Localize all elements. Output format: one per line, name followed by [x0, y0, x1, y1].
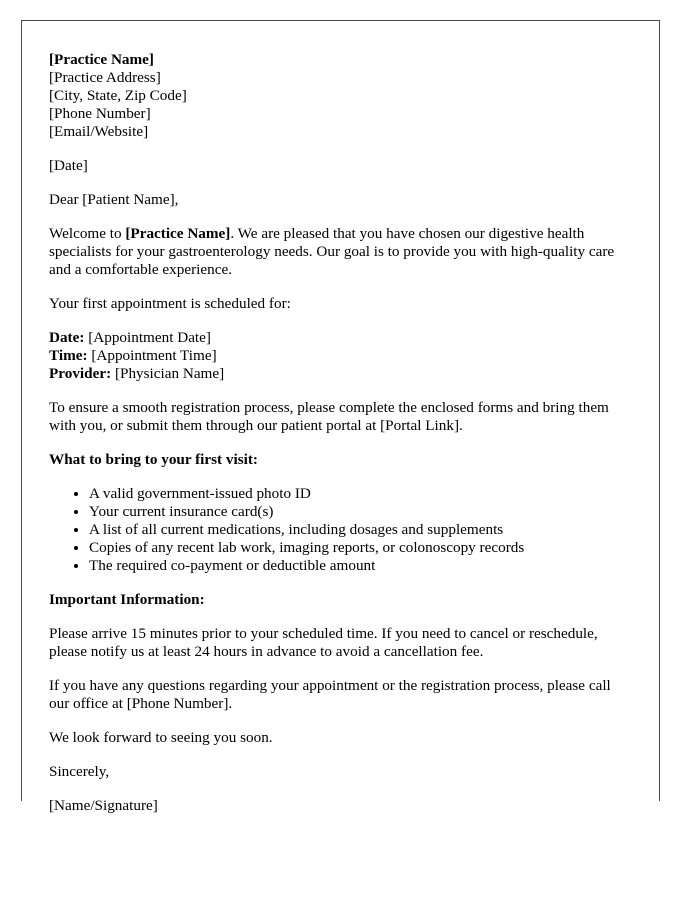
appointment-date-row [49, 329, 632, 347]
salutation: Dear [Patient Name], [49, 191, 179, 208]
intro-paragraph [49, 225, 632, 279]
appointment-provider-row [49, 365, 632, 383]
intro-practice-name: [Practice Name] [125, 225, 231, 242]
appointment-time-value: [Appointment Time] [87, 347, 217, 364]
appointment-provider-label: Provider: [49, 365, 112, 382]
practice-phone: [Phone Number] [49, 105, 151, 122]
practice-name: [Practice Name] [49, 51, 154, 68]
intro-suffix: . We are pleased that you have chosen our digestive health specialists for your gastroenterology needs. Our goal is to provide you with high-quality care and a comfortable experience. [49, 225, 615, 278]
letter-body [22, 21, 659, 815]
letter-date: [Date] [49, 157, 88, 174]
intro-prefix: Welcome to [49, 225, 126, 242]
important-heading: Important Information: [49, 591, 205, 608]
closing-line: We look forward to seeing you soon. [49, 729, 273, 746]
practice-email-website: [Email/Website] [49, 123, 149, 140]
appointment-provider-value: [Physician Name] [111, 365, 225, 382]
registration-paragraph: To ensure a smooth registration process, please complete the enclosed forms and bring them with you, or submit them through our patient portal at [Portal Link]. [49, 399, 609, 434]
appointment-details [49, 329, 632, 383]
appointment-time-row [49, 347, 632, 365]
bring-list [49, 485, 632, 575]
questions-paragraph: If you have any questions regarding your appointment or the registration process, please call our office at [Phone Number]. [49, 677, 611, 712]
list-item: • A list of all current medications, including dosages and supplements [89, 521, 632, 539]
letter-page [21, 20, 660, 814]
signature: [Name/Signature] [49, 797, 158, 814]
appointment-intro: Your first appointment is scheduled for: [49, 295, 291, 312]
appointment-time-label: Time: [49, 347, 88, 364]
list-item: • A valid government-issued photo ID [89, 485, 632, 503]
letterhead [49, 51, 632, 141]
list-item: • Copies of any recent lab work, imaging reports, or colonoscopy records [89, 539, 632, 557]
sign-off: Sincerely, [49, 763, 110, 780]
bring-heading: What to bring to your first visit: [49, 451, 258, 468]
appointment-date-value: [Appointment Date] [84, 329, 211, 346]
appointment-date-label: Date: [49, 329, 85, 346]
practice-address: [Practice Address] [49, 69, 161, 86]
list-item: • The required co-payment or deductible amount [89, 557, 632, 575]
arrival-paragraph: Please arrive 15 minutes prior to your scheduled time. If you need to cancel or reschedule, please notify us at least 24 hours in advance to avoid a cancellation fee. [49, 625, 598, 660]
list-item: • Your current insurance card(s) [89, 503, 632, 521]
city-state-zip: [City, State, Zip Code] [49, 87, 187, 104]
